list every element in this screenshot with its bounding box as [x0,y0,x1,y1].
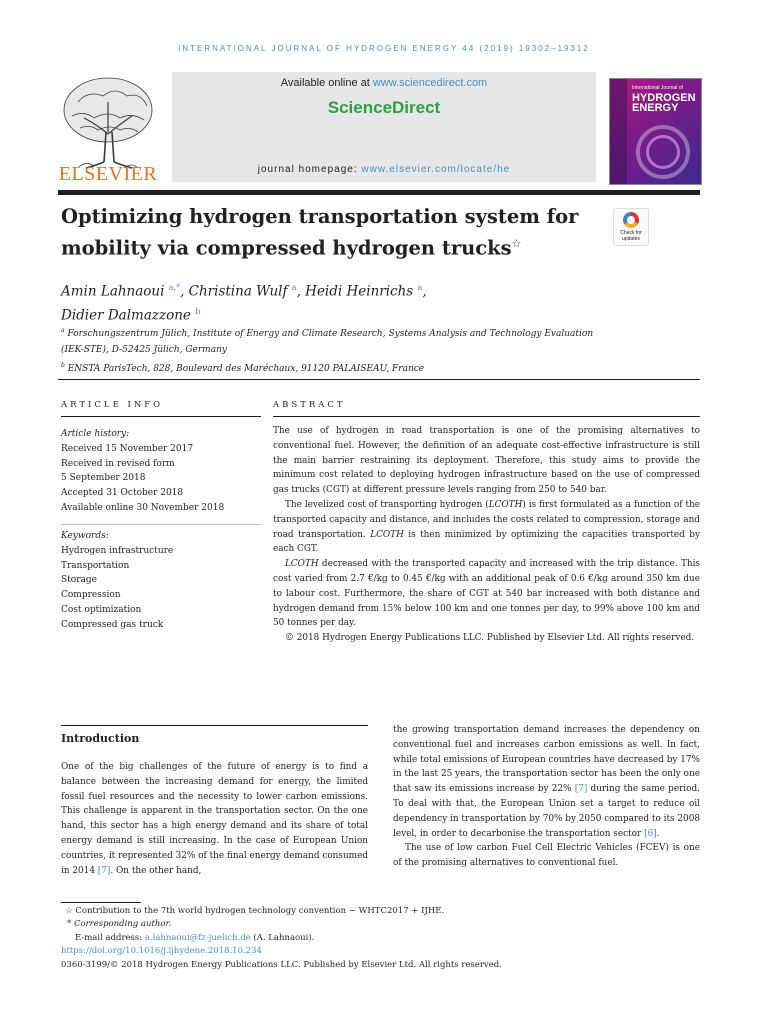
intro-rule [61,725,368,726]
affiliation-a-mark: a [61,327,65,334]
history-item: Received in revised form [61,458,175,469]
keyword-item: Hydrogen infrastructure [61,545,174,556]
history-item: Received 15 November 2017 [61,443,194,454]
author-separator: , [180,283,189,300]
abstract-lcoth-term: LCOTH [370,529,404,540]
author-affiliation-mark[interactable]: a [291,283,297,292]
abstract-lcoth-term: LCOTH [488,499,523,510]
abstract-paragraph-1: The use of hydrogen in road transportation is one of the promising alternatives to conventional fuel. However, the definition of an adequate cost-effective infrastructure is still the main barrier restraining its deployment. Therefore, this study aims to provide the minimum cost related to deploying hydrogen infrastructure based on the use of compressed gas trucks (CGT) at different pressure levels ranging from 250 to 540 bar. [273,426,700,496]
footnote-copyright: 0360-3199/© 2018 Hydrogen Energy Publications LLC. Published by Elsevier Ltd. All rights reserved. [61,959,502,970]
footnote-contribution: ☆ Contribution to the 7th world hydrogen technology convention − WHTC2017 + IJHE. [65,906,445,916]
check-for-updates-button[interactable] [613,208,649,246]
keyword-item: Compressed gas truck [61,619,164,630]
article-title [61,203,591,262]
author-name[interactable]: Didier Dalmazzone [61,307,191,323]
check-updates-icon-center [627,216,635,224]
article-info-divider [61,524,261,525]
journal-homepage-label: journal homepage: [257,164,362,175]
intro-left-text: One of the big challenges of the future of energy is to find a balance between the increasing demand for energy, the limited fossil fuel resources and the necessity to lower carbon emissions. This challenge is apparent in the transportation sector. On the one hand, this sector has a high energy demand and its share of total energy demand is still increasing. In the case of European Union countries, it represented 32% of the final energy demand consumed in 2014 [61,762,369,876]
abstract-paragraph-3 [273,557,700,631]
reference-link[interactable]: [6] [644,828,657,839]
email-label: E-mail address: [75,932,145,943]
affiliation-b [61,358,641,377]
cover-title-line2: ENERGY [632,102,679,114]
footnote-rule [61,902,141,903]
abstract-p2-b: ) is first formulated as a function of the transported capacity and distance, and includes the costs related to compression, storage and road transportation. [273,499,700,540]
cover-inner-ring-graphic [646,135,680,169]
article-info-heading: ARTICLE INFO [61,400,164,410]
journal-homepage-link[interactable]: www.elsevier.com/locate/he [361,164,511,175]
title-line1: Optimizing hydrogen transportation system for [61,205,579,228]
footnote-doi [61,945,701,958]
email-suffix: (A. Lahnaoui). [250,932,315,943]
intro-paragraph-1-cont [393,723,700,841]
footnotes [61,905,701,972]
keywords [61,529,261,633]
intro-right-text-b: during the same period. To deal with that, the European Union set a target to reduce oil dependency in transportation by 70% by 2050 compared to its 2008 level, in order to decarbonise the transportation sector [393,784,700,839]
section-rule-top [58,379,700,380]
journal-cover-image[interactable] [609,78,702,185]
elsevier-wordmark: ELSEVIER [58,163,158,185]
keyword-item: Compression [61,590,121,601]
sciencedirect-link[interactable]: www.sciencedirect.com [372,77,488,89]
cover-title [632,93,696,113]
keyword-item: Cost optimization [61,604,142,615]
sciencedirect-logo: ScienceDirect [327,98,441,117]
check-updates-line2: updates [622,236,640,242]
abstract-p2-c: is then minimized by optimizing the capacities transported by each CGT. [273,529,700,555]
abstract-rule [273,416,700,417]
affiliation-a-cont: (IEK-STE), D-52425 Jülich, Germany [61,345,227,355]
abstract-p2-a: The levelized cost of transporting hydrogen ( [285,499,489,510]
abstract-body [273,424,700,646]
abstract-copyright: © 2018 Hydrogen Energy Publications LLC. Published by Elsevier Ltd. All rights reserved. [285,633,695,644]
author-affiliation-mark[interactable]: a [417,283,423,292]
check-updates-line1: Check for [620,230,642,236]
email-link[interactable]: a.lahnaoui@fz-juelich.de [144,932,251,943]
cover-title-line1: HYDROGEN [632,92,696,104]
author-separator: , [422,283,427,300]
available-online-label: Available online at [280,77,373,89]
affiliations [61,323,641,377]
footnote-corresponding: * Corresponding author. [67,919,172,930]
article-history-label: Article history: [61,429,130,439]
article-info-rule [61,416,261,417]
author-name[interactable]: Christina Wulf [188,283,288,300]
intro-right-text-c: . [656,828,660,839]
author-affiliation-mark[interactable]: a,* [168,283,181,292]
doi-link[interactable]: https://doi.org/10.1016/j.ijhydene.2018.10.234 [61,946,262,957]
author-affiliation-mark[interactable]: b [195,306,201,316]
title-line2 [61,230,591,262]
reference-link[interactable]: [7] [574,784,588,795]
intro-right-text-a: the growing transportation demand increases the dependency on conventional fuel and increases carbon emissions as well. In fact, while total emissions of European countries have decreased by 17% in the last 25 years, the transportation sector has been the only one that saw its emissions increase by 22% [393,725,700,795]
reference-link[interactable]: [7] [97,865,111,876]
article-history [61,427,261,516]
intro-paragraph-1 [61,760,368,878]
author-name[interactable]: Amin Lahnaoui [61,283,165,300]
affiliation-a [61,323,641,342]
title-line2-text: mobility via compressed hydrogen trucks [61,236,512,260]
available-online [172,77,596,89]
keyword-item: Storage [61,575,97,586]
journal-homepage [172,164,596,175]
keywords-label: Keywords: [61,531,109,541]
keyword-item: Transportation [61,560,130,571]
cover-small-text: International Journal of [632,85,683,91]
author-list [61,278,621,325]
intro-left-column [61,760,368,878]
title-footnote-mark[interactable]: ☆ [511,237,522,250]
abstract-lcoth-term: LCOTH [285,559,319,570]
check-updates-label [614,230,648,242]
journal-running-header: INTERNATIONAL JOURNAL OF HYDROGEN ENERGY 44 (2019) 19302–19312 [178,44,590,53]
affiliation-b-mark: b [61,362,65,369]
affiliation-b-text: ENSTA ParisTech, 828, Boulevard des Maréchaux, 91120 PALAISEAU, France [67,364,425,374]
intro-paragraph-2: The use of low carbon Fuel Cell Electric Vehicles (FCEV) is one of the promising alternatives to conventional fuel. [393,843,700,869]
intro-left-tail: . On the other hand, [110,865,202,876]
affiliation-a-line1: Forschungszentrum Jülich, Institute of Energy and Climate Research, Systems Analysis and Technology Evaluation [67,329,594,339]
author-line1 [61,278,621,302]
introduction-heading: Introduction [61,732,140,745]
header-rule [58,190,700,195]
author-name[interactable]: Heidi Heinrichs [305,283,414,300]
cover-strip [610,79,627,184]
author-separator: , [296,283,306,300]
abstract-p3-text: decreased with the transported capacity and increased with the trip distance. This cost varied from 2.7 €/kg to 0.45 €/kg with an additional peak of 0.6 €/kg around 350 km due to labour cost. Furthermore, the share of CGT at 540 bar increased with both distance and hydrogen demand from 15% below 100 km and one tonnes per day, to 99% above 100 km and 50 tonnes per day. [273,559,700,629]
history-item: Available online 30 November 2018 [61,502,225,513]
author-line2 [61,302,621,326]
abstract-heading: ABSTRACT [273,400,346,410]
footnote-email [61,932,701,945]
intro-right-column [393,723,700,871]
history-item: 5 September 2018 [61,473,146,484]
history-item: Accepted 31 October 2018 [61,488,184,499]
abstract-paragraph-2 [273,498,700,557]
